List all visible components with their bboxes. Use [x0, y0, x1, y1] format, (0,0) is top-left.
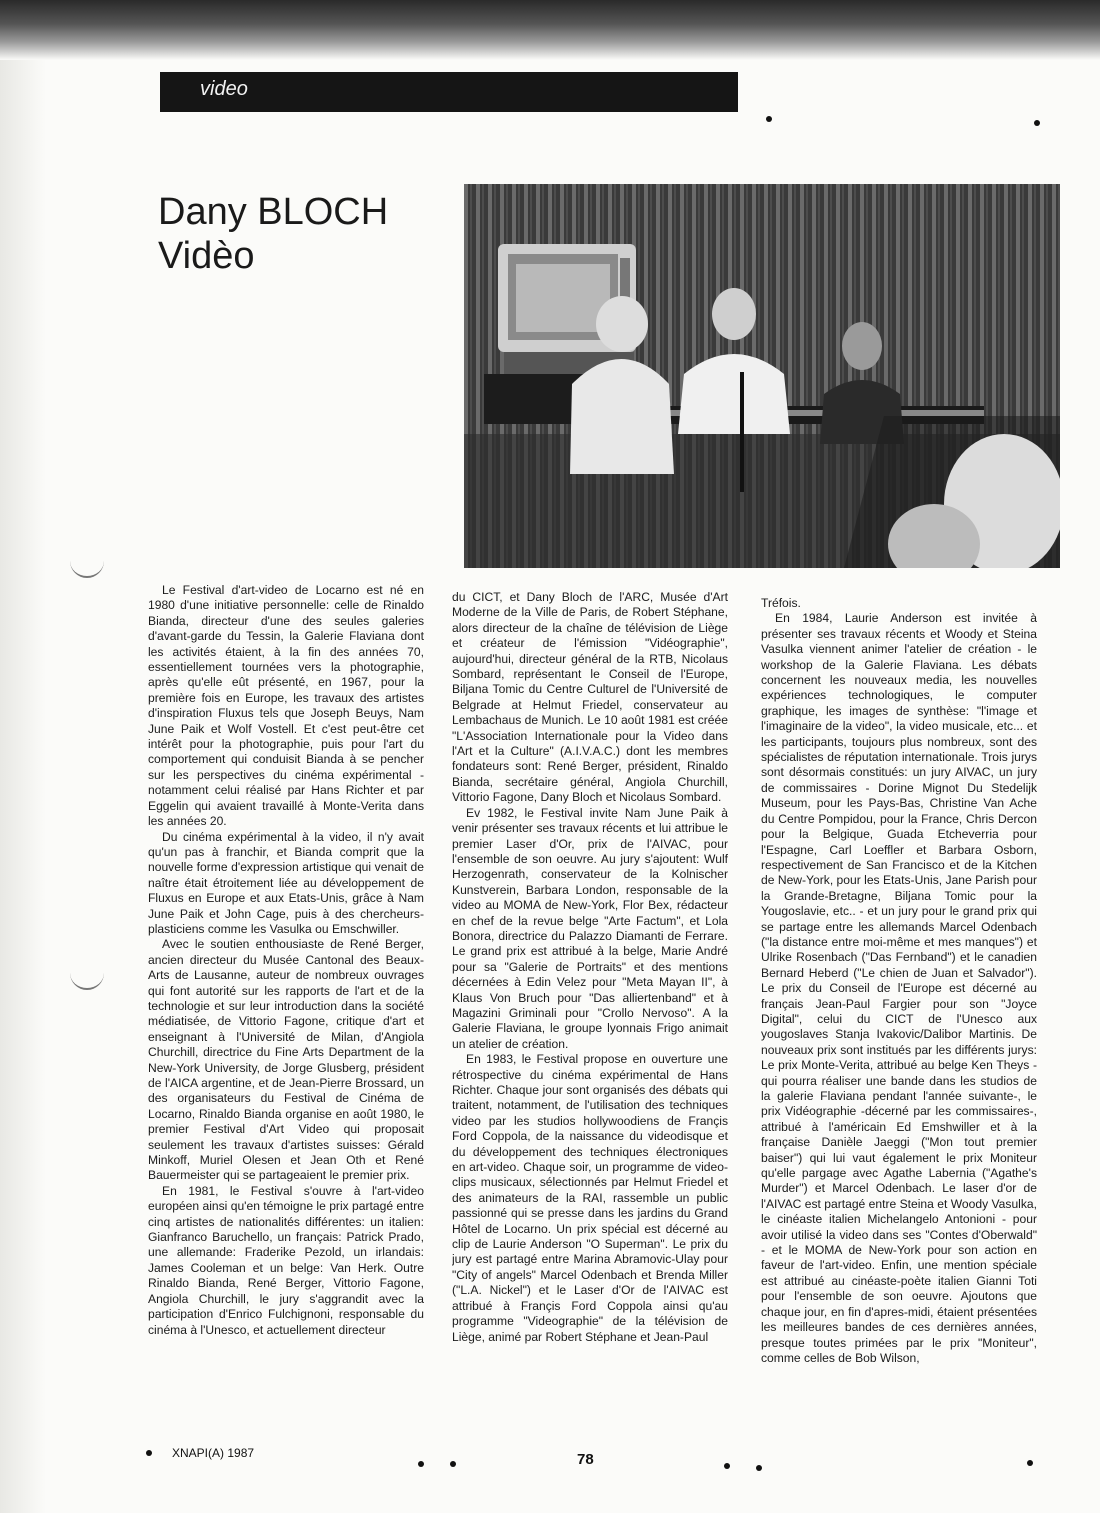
- scan-edge-left: [0, 0, 46, 1513]
- punch-hole-mark: [70, 560, 104, 578]
- section-label: video: [200, 78, 248, 100]
- bullet-dot: [450, 1461, 456, 1467]
- bullet-dot: [1034, 120, 1040, 126]
- title-subject: Vidèo: [158, 235, 255, 278]
- publication-footer: XNAPI(A) 1987: [172, 1446, 255, 1460]
- text-column-3: [761, 596, 1037, 1436]
- text-column-2: [452, 590, 728, 1430]
- paragraph: Avec le soutien enthousiaste de René Berger, ancien directeur du Musée Cantonal des Beaux-Arts de Lausanne, auteur de nombreux ouvrages qui font autorité sur les rapports de l'art et de la technologie et sur leur introduction dans la société médiatisée, de Vittorio Fagone, critique d'art et enseignant à l'Université de Milan, d'Angiola Churchill, directrice du Fine Arts Department de la New-York University, de Jorge Glusberg, président de l'AICA argentine, et de Jean-Pierre Brossard, un des organisateurs du Festival de Cinéma de Locarno, Rinaldo Bianda organise en août 1980, le premier Festival d'Art Video qui proposait seulement les travaux d'artistes suisses: Gérald Minkoff, Muriel Olesen et Jean Oth et René Bauermeister qui se partageaient le premier prix.: [148, 937, 424, 1183]
- paragraph: Ev 1982, le Festival invite Nam June Paik à venir présenter ses travaux récents et lui attribue le premier Laser d'Or, prix de l'AIVAC, pour l'ensemble de son oeuvre. Au jury s'ajoutent: Wulf Herzogenrath, conservateur de la Kolnischer Kunstverein, Barbara London, responsable de la video au MOMA de New-York, Flor Bex, rédacteur en chef de la revue belge "Arte Factum", et Lola Bonora, directrice du Palazzo Diamanti de Ferrare. Le grand prix est attribué à la belge, Marie André pour sa "Galerie de Portraits" et des mentions décernées à Edin Velez pour "Meta Mayan II", à Klaus Von Bruch pour "Das alliertenband" et à Magazini Griminali pour "Crollo Nervoso". A la Galerie Flaviana, le groupe lyonnais Frigo animait un atelier de création.: [452, 805, 728, 1051]
- page-number: 78: [577, 1451, 594, 1468]
- paragraph: Le Festival d'art-video de Locarno est né en 1980 d'une initiative personnelle: celle de Rinaldo Bianda, directeur d'une des seules galeries d'avant-garde du Tessin, la Galerie Flaviana dont les activités étaient, à la fin des années 70, essentiellement tournées vers la photographie, après qu'elle eût présenté, en 1967, pour la première fois en Europe, les travaux des artistes d'inspiration Fluxus tels que Joseph Beuys, Nam June Paik et Wolf Vostell. Et c'est peut-être cet intérêt pour la photographie, puis pour l'art du comportement qui conduisit Bianda à se pencher sur les perspectives du cinéma expérimental - notamment celui réalisé par Hans Richter et par Eggelin qui avaient travaillé à Monte-Verita dans les années 20.: [148, 583, 424, 829]
- scan-edge-top: [0, 0, 1100, 60]
- bullet-dot: [1027, 1460, 1033, 1466]
- article-title: [158, 190, 388, 278]
- title-author: Dany BLOCH: [158, 191, 389, 234]
- paragraph: Du cinéma expérimental à la video, il n'y avait qu'un pas à franchir, et Bianda comprit que la nouvelle forme d'expression artistique qui venait de naître était étroitement liée au développement de Fluxus en Europe et aux Etats-Unis, grâce à Nam June Paik et John Cage, puis à des chercheurs-plasticiens comme les Vasulka ou Emschwiller.: [148, 829, 424, 936]
- section-header-bar: [160, 72, 738, 112]
- bullet-dot: [766, 116, 772, 122]
- punch-hole-mark: [70, 972, 104, 990]
- paragraph: En 1984, Laurie Anderson est invitée à présenter ses travaux récents et Woody et Steina Vasulka viennent animer l'atelier de création - le workshop de la Galerie Flaviana. Les débats concernent les nouveaux media, les nouvelles expériences technologiques, le computer graphique, les images de synthèse: "l'image et l'imaginaire de la video", la video musicale, etc... et les participants, toujours plus nombreux, sont des spécialistes de réputation internationale. Trois jurys sont désormais constitués: un jury AIVAC, un jury de commissaires - Dorine Mignot Du Stedelijk Museum, pour les Pays-Bas, Christine Van Ache du Centre Pompidou, pour la France, Chris Dercon pour la Belgique, Guada Etcheverria pour l'Espagne, Carl Loeffler et Barbara Osborn, respectivement de San Francisco et de la Kitchen de New-York, pour les Etats-Unis, Jane Parish pour la Grande-Bretagne, Biljana Tomic pour la Yougoslavie, etc.. - et un jury pour le grand prix qui se partage entre les allemands Marcel Odenbach ("la distance entre moi-même et mes manques") et Ulrike Rosenbach ("Das Fernband") et le canadien Bernard Heberd ("Le chien de Juan et Salvador"). Le prix du Conseil de l'Europe est décerné au français Jean-Paul Fargier pour son "Joyce Digital", celui du CICT de l'Unesco aux yougoslaves Stanja Ivakovic/Dalibor Martinis. De nouveaux prix sont institués par les différents jurys: Le prix Monte-Verita, attribué au belge Ken Theys - qui pourra réaliser une bande dans les studios de la galerie Flaviana pendant l'année suivante-, le prix Vidéographie -décerné par les commissaires-, attribué à l'américain Ed Emshwiller et à la française Danièle Jaeggi ("Mon tout premier baiser") qui lui vaut également le prix Moniteur qu'elle pargage avec Agathe Labernia ("Agathe's Murder") et Marcel Odenbach. Le laser d'or de l'AIVAC est partagé entre Steina et Woody Vasulka, le cinéaste italien Michelangelo Antonioni - pour avoir utilisé la video dans ses "Contes d'Oberwald" - et le MOMA de New-York pour son action en faveur de l'art-video. Enfin, une mention spéciale est attribué au cinéaste-poète italien Gianni Toti pour l'ensemble de son oeuvre. Ajoutons que chaque jour, en fin d'apres-midi, étaient présentées les meilleures bandes de ces dernières années, presque toutes primées par le prix "Moniteur", comme celles de Bob Wilson,: [761, 611, 1037, 1365]
- photo-illustration: [464, 184, 1060, 568]
- bullet-dot: [418, 1461, 424, 1467]
- paragraph: En 1981, le Festival s'ouvre à l'art-video européen ainsi qu'en témoigne le prix partagé entre cinq artistes de nationalités différentes: un italien: Gianfranco Baruchello, un français: Patrick Prado, une allemande: Fraderike Pezold, un irlandais: James Cooleman et un belge: Van Herk. Outre Rinaldo Bianda, René Berger, Vittorio Fagone, Angiola Churchill, le jury s'aggrandit avec la participation d'Enrico Fulchignoni, responsable du cinéma à l'Unesco, et actuellement directeur: [148, 1183, 424, 1337]
- bullet-dot: [146, 1450, 152, 1456]
- paragraph: Tréfois.: [761, 596, 801, 610]
- conference-photo: [464, 184, 1060, 568]
- paragraph: En 1983, le Festival propose en ouverture une rétrospective du cinéma expérimental de Hans Richter. Chaque jour sont organisés des débats qui traitent, notamment, de l'utilisation des techniques video par les studios hollywoodiens de Françis Ford Coppola, de la naissance du videodisque et du développement des techniques électroniques en art-video. Chaque soir, un programme de video-clips musicaux, sélectionnés par Helmut Friedel et des animateurs de la RAI, rassemble un public passionné qui se presse dans les jardins du Grand Hôtel de Locarno. Un prix spécial est décerné au clip de Laurie Anderson "O Superman". Le prix du jury est partagé entre Marina Abramovic-Ulay pour "City of angels" Marcel Odenbach et Brenda Miller ("L.A. Nickel") et le Laser d'Or de l'AIVAC est attribué à Françis Ford Coppola ainsi qu'au programme "Videographie" de la télévision de Liège, animé par Robert Stéphane et Jean-Paul: [452, 1052, 728, 1344]
- bullet-dot: [756, 1465, 762, 1471]
- bullet-dot: [724, 1463, 730, 1469]
- paragraph: du CICT, et Dany Bloch de l'ARC, Musée d'Art Moderne de la Ville de Paris, de Robert Stéphane, alors directeur de la chaîne de télévision de Liège et créateur de l'émission "Vidéographie", aujourd'hui, directeur général de la RTB, Nicolaus Sombard, représentant le Conseil de l'Europe, Biljana Tomic du Centre Culturel de l'Université de Belgrade at Helmut Friedel, conservateur au Lembachaus de Munich. Le 10 août 1981 est créée "L'Association Internationale pour la Video dans l'Art et la Culture" (A.I.V.A.C.) dont les membres fondateurs sont: René Berger, président, Rinaldo Bianda, secrétaire général, Angiola Churchill, Vittorio Fagone, Dany Bloch et Nicolaus Sombard.: [452, 590, 728, 805]
- text-column-1: [148, 583, 424, 1423]
